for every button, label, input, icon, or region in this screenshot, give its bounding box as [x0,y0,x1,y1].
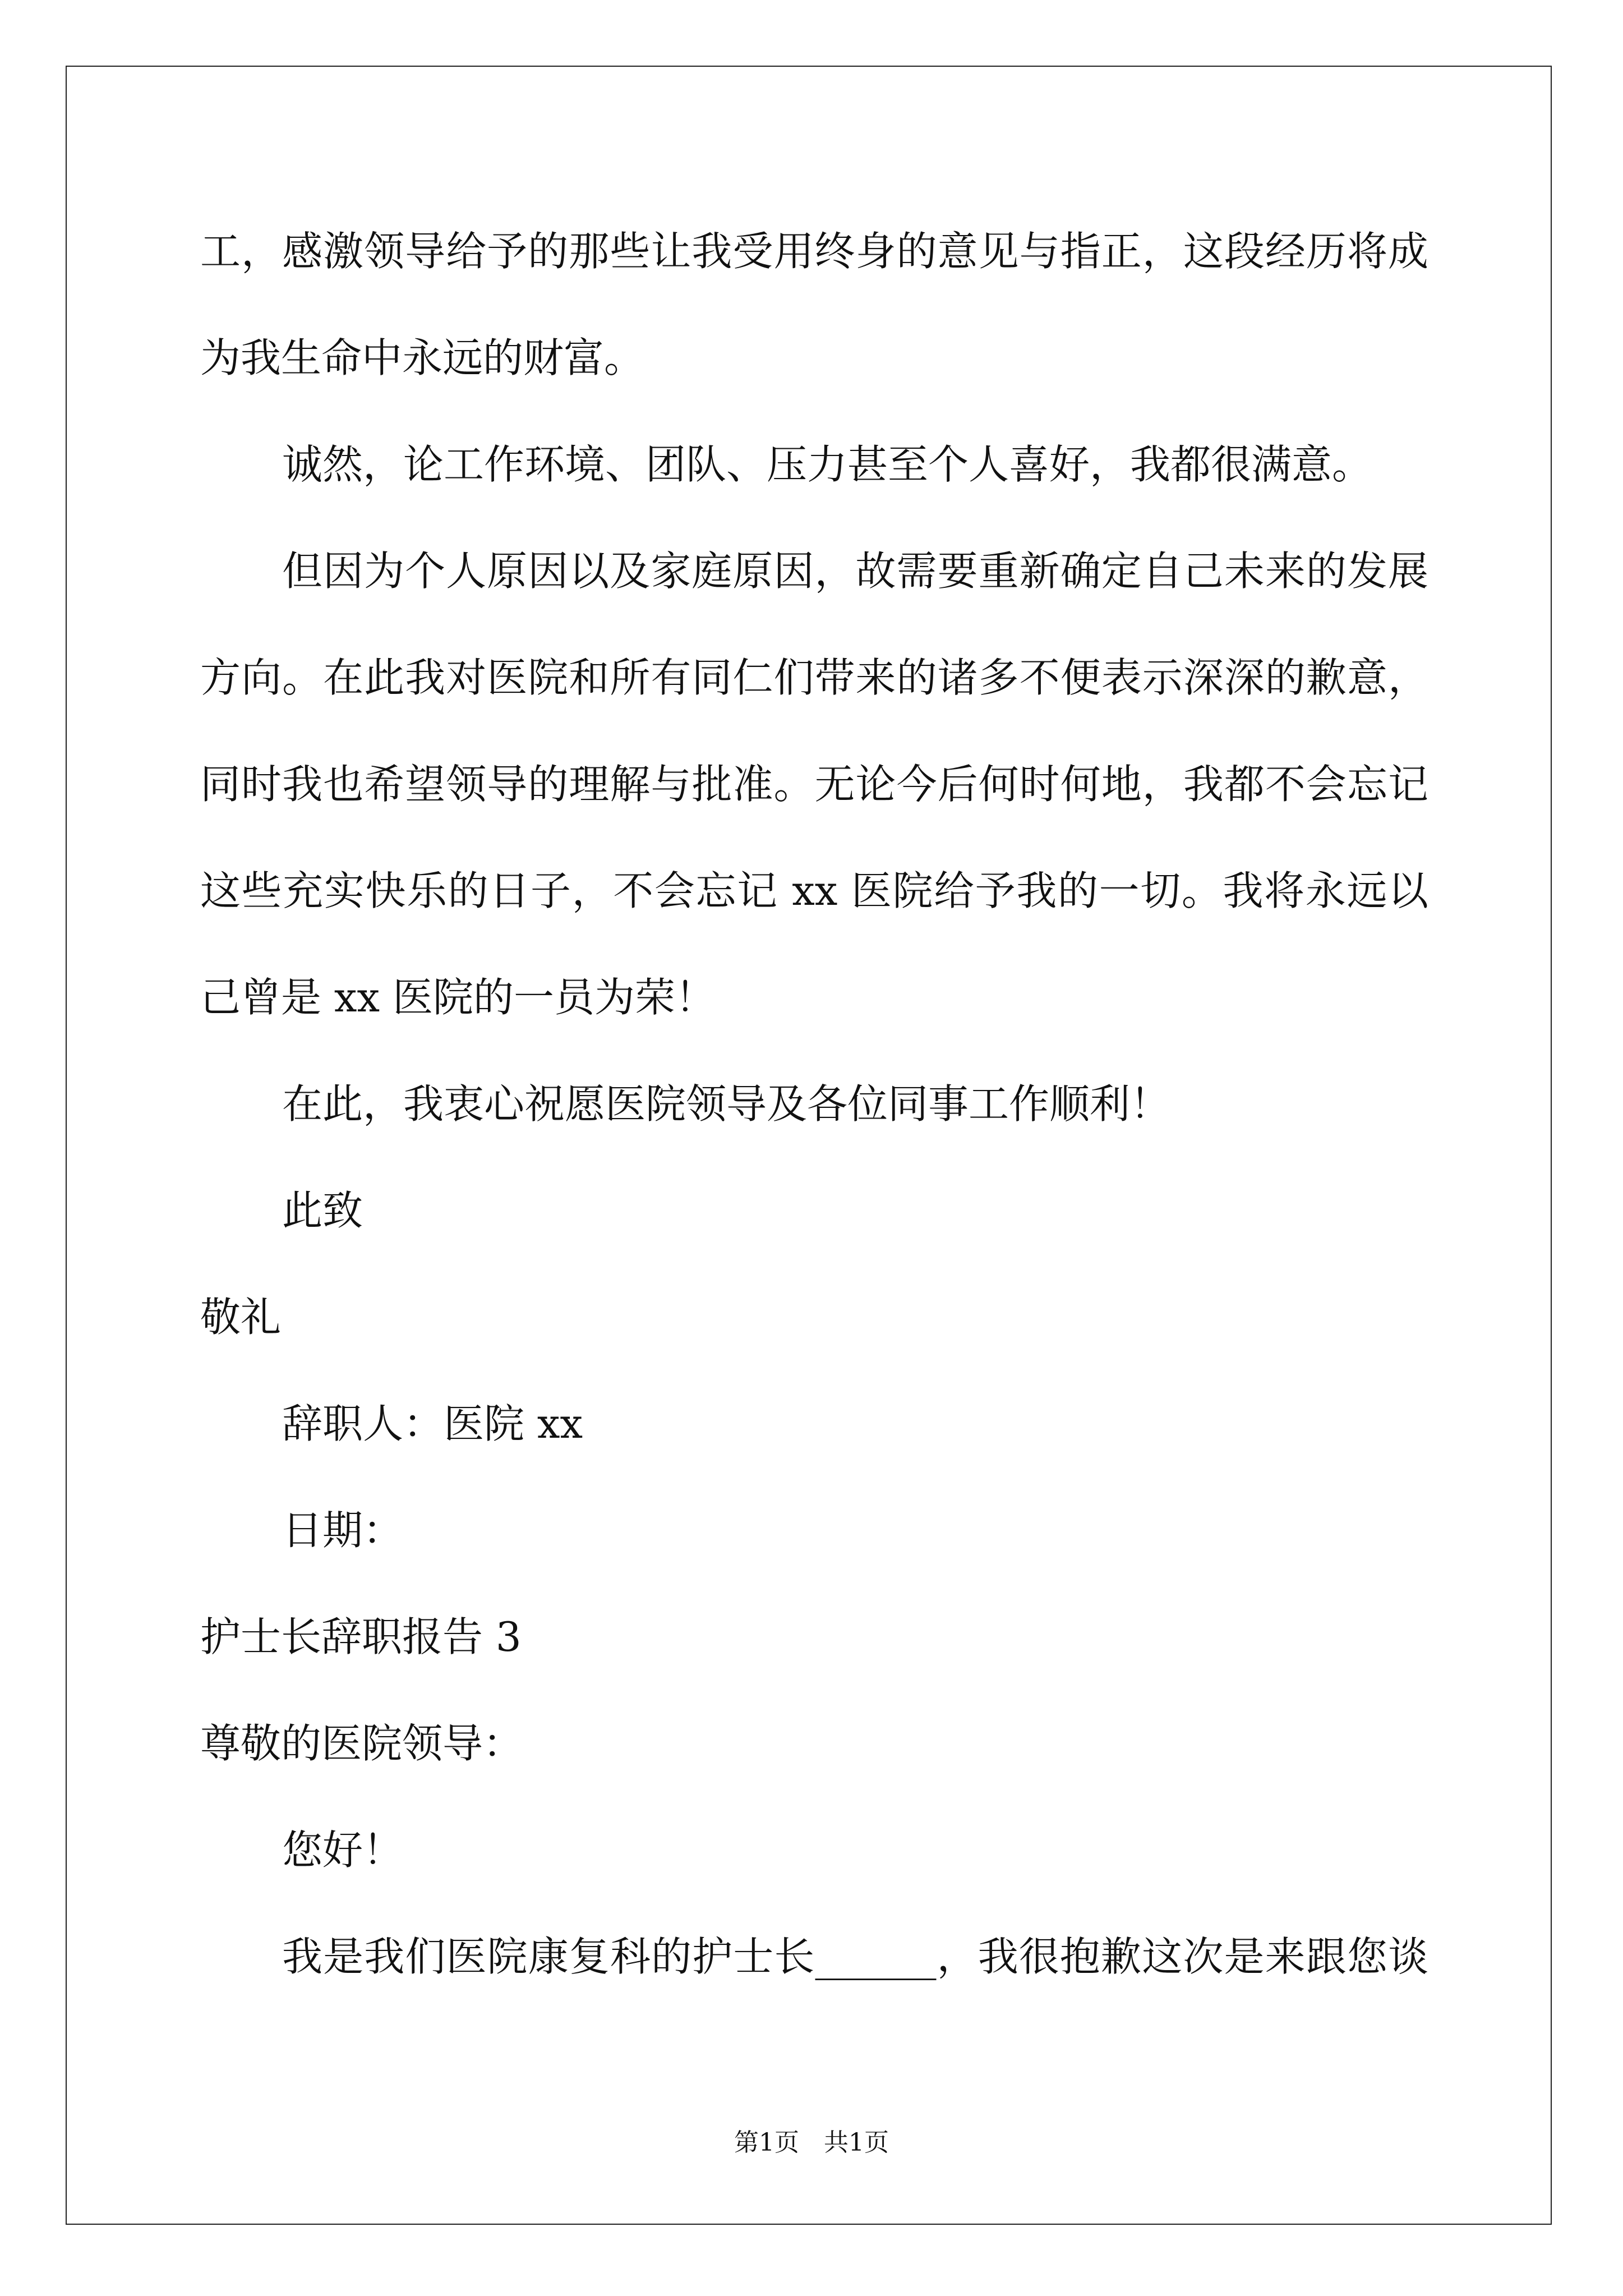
paragraph-line: 工，感激领导给予的那些让我受用终身的意见与指正，这段经历将成 [200,228,1428,275]
document-body [200,198,1428,2010]
paragraph-line: 这些充实快乐的日子，不会忘记 xx 医院给予我的一切。我将永远以 [200,867,1428,914]
closing-salutation: 此致 [282,1187,363,1234]
section-title: 护士长辞职报告 3 [200,1613,522,1660]
greeting: 您好！ [282,1826,404,1874]
paragraph-line: 在此，我衷心祝愿医院领导及各位同事工作顺利！ [282,1080,1171,1128]
paragraph-line: 己曾是 xx 医院的一员为荣！ [200,974,716,1021]
paragraph-line: 方向。在此我对医院和所有同仁们带来的诸多不便表示深深的歉意， [200,654,1428,701]
date-line: 日期： [282,1507,404,1554]
closing-regards: 敬礼 [200,1294,282,1341]
signature-line: 辞职人：医院 xx [282,1400,583,1447]
greeting-recipient: 尊敬的医院领导： [200,1720,524,1767]
paragraph-line: 为我生命中永远的财富。 [200,334,645,381]
paragraph-line: 我是我们医院康复科的护士长______，我很抱歉这次是来跟您谈 [282,1933,1428,1980]
paragraph-line: 诚然，论工作环境、团队、压力甚至个人喜好，我都很满意。 [282,441,1373,488]
paragraph-line: 但因为个人原因以及家庭原因，故需要重新确定自己未来的发展 [282,547,1428,595]
paragraph-line: 同时我也希望领导的理解与批准。无论今后何时何地，我都不会忘记 [200,761,1428,808]
page-footer: 第1页 共1页 [734,2128,889,2157]
